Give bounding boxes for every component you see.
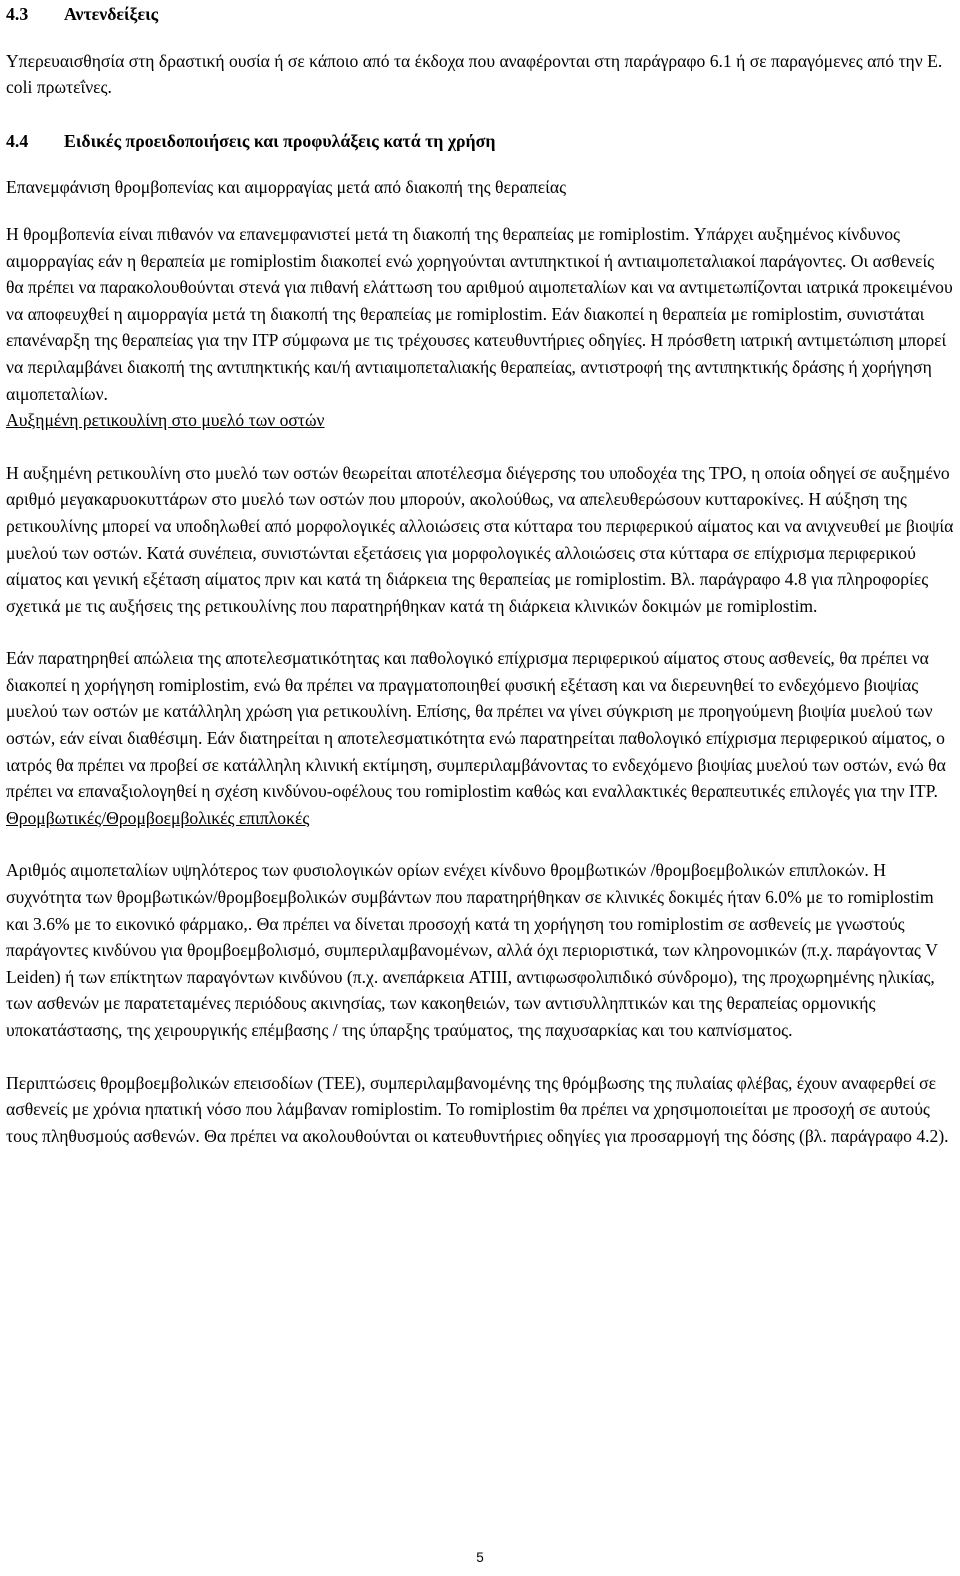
reticulin-paragraph-1: Η αυξημένη ρετικουλίνη στο μυελό των οστών θεωρείται αποτέλεσμα διέγερσης του υποδοχέα της TPO, η οποία οδηγεί σε αυξημένο αριθμό μεγακαρυοκυττάρων στο μυελό των οστών που μπορούν, ακολούθως, να απελευθερώσουν κυτταροκίνες. Η αύξηση της ρετικουλίνης μπορεί να υποδηλωθεί από μορφολογικές αλλοιώσεις στα κύτταρα του περιφερικού αίματος και να ανιχνευθεί με βιοψία μυελού των οστών. Κατά συνέπεια, συνιστώνται εξετάσεις για μορφολογικές αλλοιώσεις στα κύτταρα σε επίχρισμα περιφερικού αίματος και γενική εξέταση αίματος πριν και κατά τη διάρκεια της θεραπείας με romiplostim. Βλ. παράγραφο 4.8 για πληροφορίες σχετικά με τις αυξήσεις της ρετικουλίνης που παρατηρήθηκαν κατά τη διάρκεια κλινικών δοκιμών με romiplostim.	[6, 462, 954, 616]
contraindications-paragraph: Υπερευαισθησία στη δραστική ουσία ή σε κάποιο από τα έκδοχα που αναφέρονται στη παράγραφο 6.1 ή σε παραγόμενες από την E. coli πρωτεΐνες.	[6, 50, 943, 98]
subsection-heading-reticulin: Αυξημένη ρετικουλίνη στο μυελό των οστών	[6, 410, 325, 431]
page-number: 5	[476, 1550, 484, 1565]
section-number: 4.4	[6, 130, 29, 151]
reticulin-paragraph-2: Εάν παρατηρηθεί απώλεια της αποτελεσματικότητας και παθολογικό επίχρισμα περιφερικού αίματος στους ασθενείς, θα πρέπει να διακοπεί η χορήγηση romiplostim, ενώ θα πρέπει να πραγματοποιηθεί φυσική εξέταση και να διερευνηθεί το ενδεχόμενο βιοψίας μυελού των οστών με κατάλληλη χρώση για ρετικουλίνη. Επίσης, θα πρέπει να γίνει σύγκριση με προηγούμενη βιοψία μυελού των οστών, εάν είναι διαθέσιμη. Εάν διατηρείται η αποτελεσματικότητα ενώ παρατηρείται παθολογικό επίχρισμα περιφερικού αίματος, ο ιατρός θα πρέπει να προβεί σε κατάλληλη κλινική εκτίμηση, συμπεριλαμβάνοντας το ενδεχόμενο βιοψίας μυελού των οστών, ενώ θα πρέπει να επαναξιολογηθεί η σχέση κινδύνου-οφέλους του romiplostim καθώς και εναλλακτικές θεραπευτικές επιλογές για την ITP.	[6, 648, 946, 802]
thrombocytopenia-paragraph: Η θρομβοπενία είναι πιθανόν να επανεμφανιστεί μετά τη διακοπή της θεραπείας με romiplostim. Υπάρχει αυξημένος κίνδυνος αιμορραγίας εάν η θεραπεία με romiplostim διακοπεί ενώ χορηγούνται αντιπηκτικοί ή αντιαιμοπεταλιακοί παράγοντες. Οι ασθενείς θα πρέπει να παρακολουθούνται στενά για πιθανή ελάττωση του αριθμού αιμοπεταλίων και να αντιμετωπίζονται ιατρικά προκειμένου να αποφευχθεί η αιμορραγία μετά τη διακοπή της θεραπείας με romiplostim. Εάν διακοπεί η θεραπεία με romiplostim, συνιστάται επανέναρξη της θεραπείας για την ITP σύμφωνα με τις τρέχουσες κατευθυντήριες οδηγίες. Η πρόσθετη ιατρική αντιμετώπιση μπορεί να περιλαμβάνει διακοπή της αντιπηκτικής και/ή αντιαιμοπεταλιακής θεραπείας, αντιστροφή της αντιπηκτικής δράσης ή χορήγηση αιμοπεταλίων.	[6, 223, 953, 404]
section-heading-4-3	[6, 1, 954, 28]
section-heading-4-4	[6, 128, 954, 155]
section-title: Ειδικές προειδοποιήσεις και προφυλάξεις κατά τη χρήση	[64, 130, 496, 151]
thrombotic-paragraph-1: Αριθμός αιμοπεταλίων υψηλότερος των φυσιολογικών ορίων ενέχει κίνδυνο θρομβωτικών /θρομβοεμβολικών επιπλοκών. Η συχνότητα των θρομβωτικών/θρομβοεμβολικών συμβάντων που παρατηρήθηκαν σε κλινικές δοκιμές ήταν 6.0% με το romiplostim και 3.6% με το εικονικό φάρμακο,. Θα πρέπει να δίνεται προσοχή κατά τη χορήγηση του romiplostim σε ασθενείς με γνωστούς παράγοντες κινδύνου για θρομβοεμβολισμό, συμπεριλαμβανομένων, αλλά όχι περιοριστικά, των κληρονομικών (π.χ. παράγοντας V Leiden) ή των επίκτητων παραγόντων κινδύνου (π.χ. ανεπάρκεια ATIII, αντιφωσφολιπιδικό σύνδρομο), της προχωρημένης ηλικίας, των ασθενών με παρατεταμένες περιόδους ακινησίας, των κακοηθειών, των αντισυλληπτικών και της θεραπείας ορμονικής υποκατάστασης, της χειρουργικής επέμβασης / της ύπαρξης τραύματος, της παχυσαρκίας και του καπνίσματος.	[6, 860, 938, 1040]
section-number: 4.3	[6, 4, 29, 24]
thrombotic-paragraph-2: Περιπτώσεις θρομβοεμβολικών επεισοδίων (TEE), συμπεριλαμβανομένης της θρόμβωσης της πυλαίας φλέβας, έχουν αναφερθεί σε ασθενείς με χρόνια ηπατική νόσο που λάμβαναν romiplostim. Το romiplostim θα πρέπει να χρησιμοποιείται με προσοχή σε αυτούς τους πληθυσμούς ασθενών. Θα πρέπει να ακολουθούνται οι κατευθυντήριες οδηγίες για προσαρμογή της δόσης (βλ. παράγραφο 4.2).	[6, 1072, 949, 1146]
document-page	[6, 0, 954, 1149]
subsection-heading-thrombotic: Θρομβωτικές/Θρομβοεμβολικές επιπλοκές	[6, 807, 310, 828]
subsection-heading-thrombocytopenia-recurrence: Επανεμφάνιση θρομβοπενίας και αιμορραγίας μετά από διακοπή της θεραπείας	[6, 177, 567, 198]
section-title: Αντενδείξεις	[64, 4, 159, 24]
